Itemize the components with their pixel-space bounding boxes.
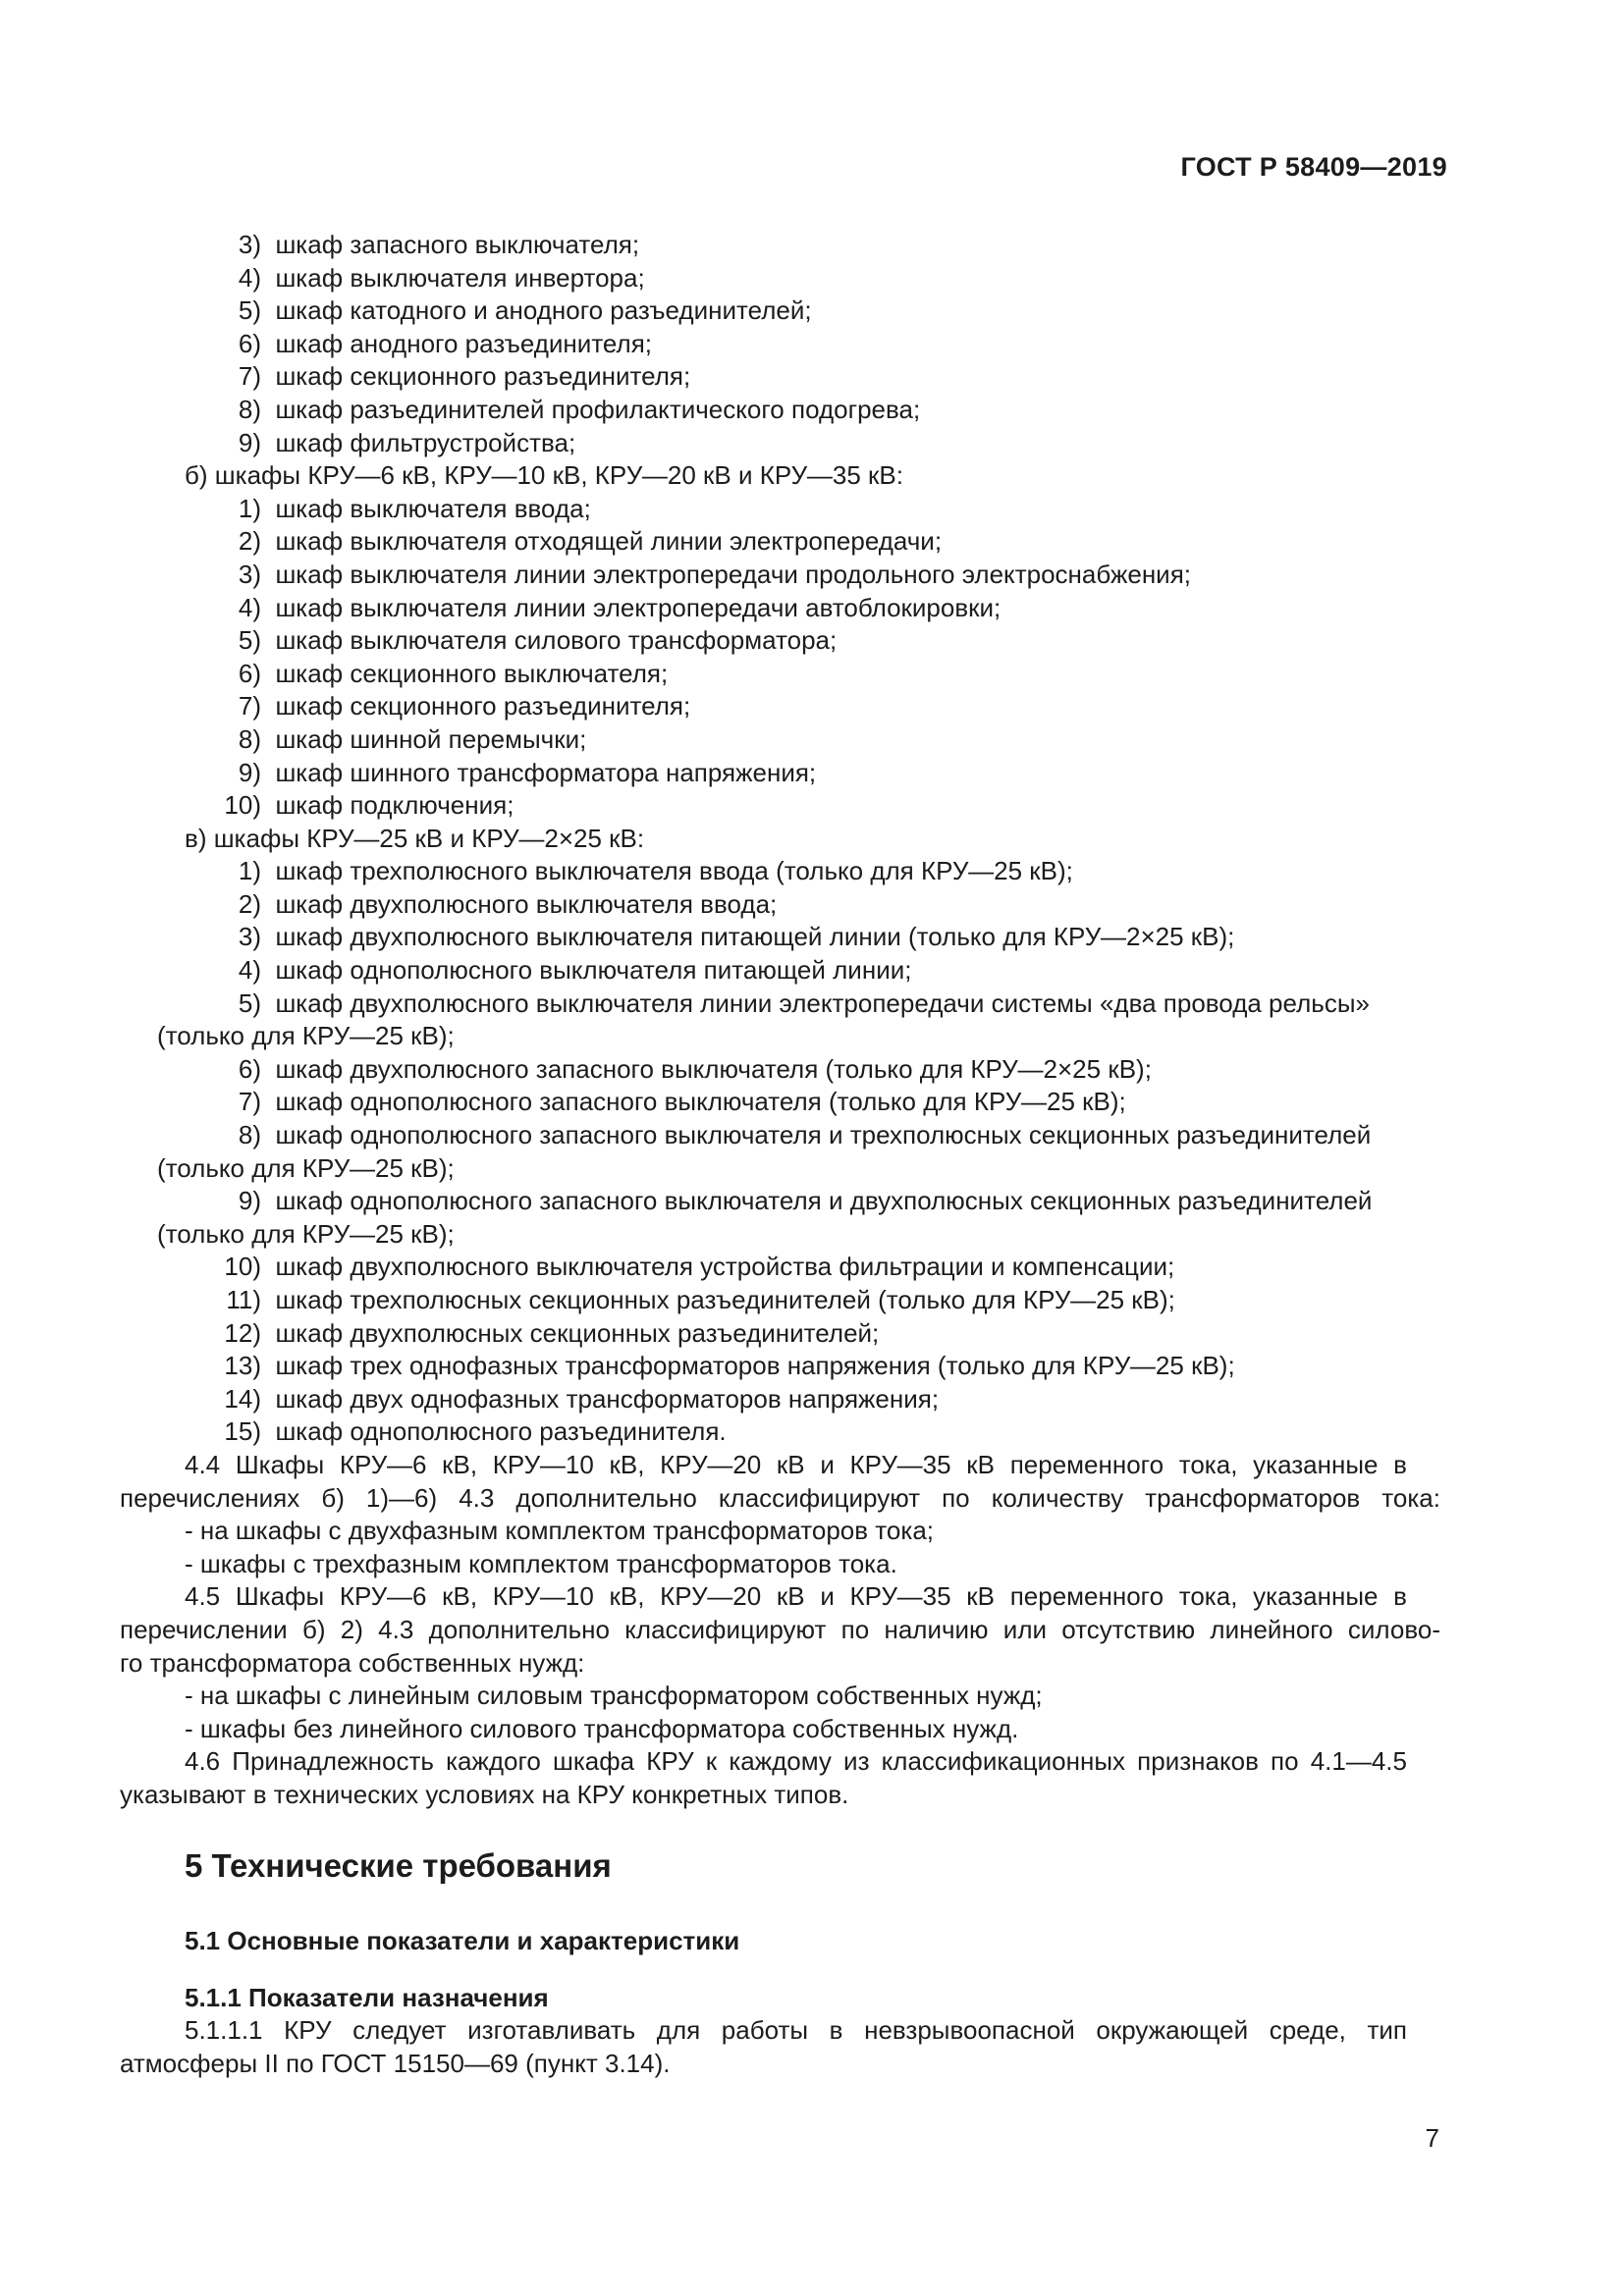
list-item: 10) шкаф двухполюсного выключателя устройства фильтрации и компенсации; [224,1252,1175,1282]
list-item: 6) шкаф секционного выключателя; [238,658,669,688]
list-item: 9) шкаф шинного трансформатора напряжения; [238,757,817,787]
list-item: 12) шкаф двухполюсных секционных разъединителей; [224,1317,880,1348]
list-item: 15) шкаф однополюсного разъединителя. [224,1416,727,1447]
list-item: 13) шкаф трех однофазных трансформаторов напряжения (только для КРУ—25 кВ); [224,1351,1235,1381]
list-item: 3) шкаф выключателя линии электропередачи продольного электроснабжения; [238,559,1191,589]
list-item: 2) шкаф выключателя отходящей линии электропередачи; [238,526,943,557]
list-item: 6) шкаф двухполюсного запасного выключателя (только для КРУ—2×25 кВ); [238,1053,1152,1084]
list-item-continuation: (только для КРУ—25 кВ); [157,1152,455,1183]
list-item: 9) шкаф однополюсного запасного выключателя и двухполюсных секционных разъединителей [238,1186,1373,1216]
classification-list [0,229,1624,1812]
dash-item: - шкафы без линейного силового трансформатора собственных нужд. [185,1713,1019,1743]
list-item: 10) шкаф подключения; [224,790,514,821]
list-group-heading: б) шкафы КРУ—6 кВ, КРУ—10 кВ, КРУ—20 кВ и КРУ—35 кВ: [185,460,903,491]
list-item: 9) шкаф фильтрустройства; [238,427,576,457]
clause-5-1-1-1 [0,2014,1624,2080]
dash-item: - на шкафы с линейным силовым трансформатором собственных нужд; [185,1681,1043,1711]
subsection-heading: 5.1 Основные показатели и характеристики [185,1926,740,1955]
clause-4-5-line: перечислении б) 2) 4.3 дополнительно классифицируют по наличию или отсутствию линейного силово- [120,1614,1440,1644]
clause-4-6-line: 4.6 Принадлежность каждого шкафа КРУ к каждому из классификационных признаков по 4.1—4.5 [185,1746,1407,1777]
list-item-continuation: (только для КРУ—25 кВ); [157,1218,455,1249]
clause-4-5-line: 4.5 Шкафы КРУ—6 кВ, КРУ—10 кВ, КРУ—20 кВ и КРУ—35 кВ переменного тока, указанные в [185,1581,1407,1612]
list-item: 5) шкаф катодного и анодного разъединителей; [238,295,812,326]
list-item: 7) шкаф однополюсного запасного выключателя (только для КРУ—25 кВ); [238,1087,1126,1117]
list-item: 7) шкаф секционного разъединителя; [238,691,691,721]
list-item: 8) шкаф разъединителей профилактического подогрева; [238,394,921,424]
list-item: 1) шкаф выключателя ввода; [238,493,591,523]
list-item: 6) шкаф анодного разъединителя; [238,328,653,358]
clause-4-5-line: го трансформатора собственных нужд: [120,1647,585,1678]
clause-4-6-line: указывают в технических условиях на КРУ конкретных типов. [120,1779,849,1809]
list-item: 5) шкаф выключателя силового трансформатора; [238,625,838,656]
list-item: 5) шкаф двухполюсного выключателя линии электропередачи системы «два провода рельсы» [238,988,1370,1018]
list-item: 3) шкаф двухполюсного выключателя питающей линии (только для КРУ—2×25 кВ); [238,922,1235,952]
list-item: 7) шкаф секционного разъединителя; [238,361,691,392]
list-item: 14) шкаф двух однофазных трансформаторов напряжения; [224,1383,940,1414]
list-item: 4) шкаф однополюсного выключателя питающей линии; [238,955,912,986]
list-item: 8) шкаф шинной перемычки; [238,723,587,754]
clause-5-1-1-1-line: атмосферы II по ГОСТ 15150—69 (пункт 3.14). [120,2048,671,2078]
list-item-continuation: (только для КРУ—25 кВ); [157,1021,455,1051]
list-group-heading: в) шкафы КРУ—25 кВ и КРУ—2×25 кВ: [185,823,645,853]
list-item: 3) шкаф запасного выключателя; [238,230,640,259]
document-code: ГОСТ Р 58409—2019 [1180,152,1447,182]
list-item: 4) шкаф выключателя инвертора; [238,262,645,293]
subsubsection-heading: 5.1.1 Показатели назначения [185,1983,549,2012]
list-item: 11) шкаф трехполюсных секционных разъединителей (только для КРУ—25 кВ); [226,1285,1175,1314]
page-number: 7 [1425,2123,1439,2153]
clause-5-1-1-1-line: 5.1.1.1 КРУ следует изготавливать для работы в невзрывоопасной окружающей среде, тип [185,2015,1407,2045]
list-item: 1) шкаф трехполюсного выключателя ввода (только для КРУ—25 кВ); [238,856,1073,886]
dash-item: - шкафы с трехфазным комплектом трансформаторов тока. [185,1548,897,1578]
list-item: 2) шкаф двухполюсного выключателя ввода; [238,888,778,919]
list-item: 4) шкаф выключателя линии электропередачи автоблокировки; [238,592,1001,622]
section-heading: 5 Технические требования [185,1847,612,1884]
list-item: 8) шкаф однополюсного запасного выключателя и трехполюсных секционных разъединителей [238,1120,1372,1150]
clause-4-4-line: перечислениях б) 1)—6) 4.3 дополнительно классифицируют по количеству трансформаторов тока: [120,1482,1440,1513]
dash-item: - на шкафы с двухфазным комплектом трансформаторов тока; [185,1516,935,1546]
clause-4-4-line: 4.4 Шкафы КРУ—6 кВ, КРУ—10 кВ, КРУ—20 кВ и КРУ—35 кВ переменного тока, указанные в [185,1449,1407,1479]
